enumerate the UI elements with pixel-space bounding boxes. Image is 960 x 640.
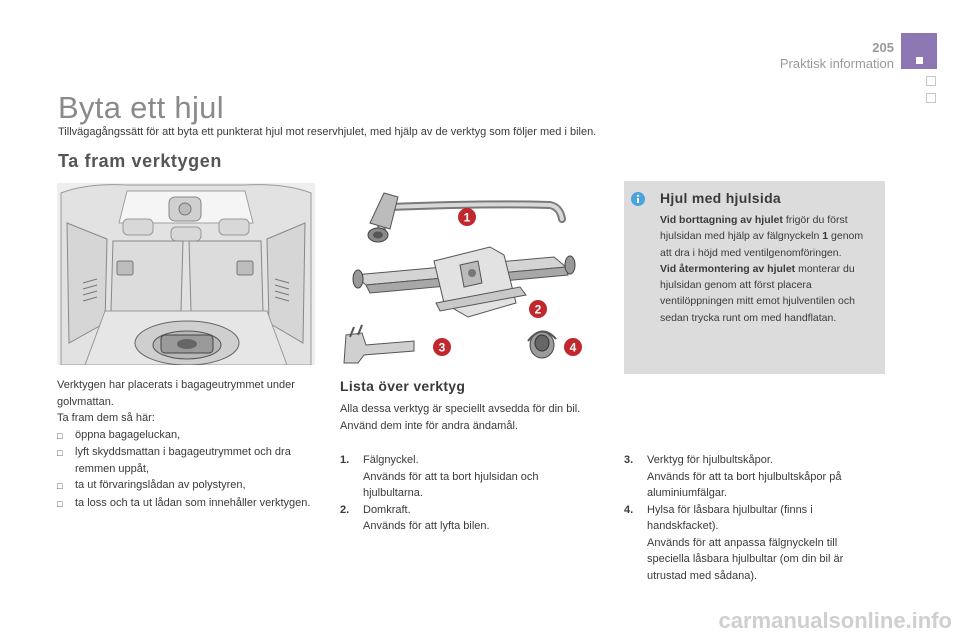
callout-label: 3 xyxy=(438,340,446,355)
item-desc: Används för att ta bort hjulsidan och hjulbultarna. xyxy=(363,470,539,499)
bullet-icon: □ xyxy=(57,448,63,458)
page-number: 205 xyxy=(872,40,894,55)
callout-label: 4 xyxy=(569,340,577,355)
list-item xyxy=(57,444,312,477)
bullet-icon: □ xyxy=(57,481,63,491)
list-item xyxy=(57,495,312,513)
mount-text: monterar du hjulsidan genom att först placera ventilöppningen mitt emot hjulventilen och sedan trycka runt om med handflatan. xyxy=(660,262,855,324)
trunk-illustration xyxy=(57,183,315,365)
item-number: 1. xyxy=(340,454,350,466)
tools-list xyxy=(624,452,882,584)
removal-callout-number: 1 xyxy=(822,230,829,243)
tools-intro: Alla dessa verktyg är speciellt avsedda för din bil. Använd dem inte för andra ändamål. xyxy=(340,403,581,432)
page-title: Byta ett hjul xyxy=(58,90,224,125)
item-name: Fälgnyckel. xyxy=(363,454,419,466)
removal-text-2: genom att dra i höjd med ventilgenomföringen. xyxy=(660,230,864,259)
item-number: 4. xyxy=(624,503,634,516)
callout-label: 2 xyxy=(534,302,542,317)
bullet-text: ta loss och ta ut lådan som innehåller verktygen. xyxy=(75,496,311,509)
chapter-box xyxy=(926,76,936,86)
callout-4-icon xyxy=(564,338,582,356)
item-name: Verktyg för hjulbultskåpor. xyxy=(647,454,773,466)
item-desc: Används för att anpassa fälgnyckeln till speciella låsbara hjulbultar (om din bil är utrustad med sådana). xyxy=(647,536,844,582)
list-item xyxy=(624,452,882,502)
list-item xyxy=(57,427,312,445)
tools-heading: Lista över verktyg xyxy=(340,378,466,394)
callout-3-icon xyxy=(433,338,451,356)
info-text xyxy=(660,212,876,326)
callout-1-icon xyxy=(458,208,476,226)
left-column xyxy=(57,377,312,512)
callout-2-icon xyxy=(529,300,547,318)
callout-label: 1 xyxy=(463,210,471,225)
tab-marker-icon xyxy=(916,57,923,64)
intro-text: Ta fram dem så här: xyxy=(57,412,155,424)
info-box xyxy=(624,181,885,374)
bullet-icon: □ xyxy=(57,498,63,509)
bullet-text: lyft skyddsmattan i bagageutrymmet och dra remmen uppåt, xyxy=(75,446,291,475)
list-item xyxy=(57,477,312,495)
section-heading: Ta fram verktygen xyxy=(58,151,222,171)
info-icon xyxy=(631,192,645,206)
bullet-icon: □ xyxy=(57,430,63,441)
page-subtitle: Tillvägagångssätt för att byta ett punkterat hjul mot reservhjulet, med hjälp av de verktyg som följer med i bilen. xyxy=(58,126,597,138)
removal-text-1: frigör du först hjulsidan med hjälp av fälgnyckeln xyxy=(660,214,848,243)
item-name: Domkraft. xyxy=(363,503,411,516)
item-desc: Används för att lyfta bilen. xyxy=(363,520,490,532)
item-number: 2. xyxy=(340,503,350,516)
footer-watermark: carmanualsonline.info xyxy=(718,608,952,633)
intro-text: Verktygen har placerats i bagageutrymmet under golvmattan. xyxy=(57,379,295,408)
chapter-tab[interactable] xyxy=(901,33,937,69)
bullet-text: ta ut förvaringslådan av polystyren, xyxy=(75,479,246,491)
list-item xyxy=(340,452,600,502)
tools-illustration xyxy=(340,183,602,365)
list-item xyxy=(624,502,882,585)
list-item xyxy=(340,502,600,535)
bullet-text: öppna bagageluckan, xyxy=(75,428,181,441)
item-name: Hylsa för låsbara hjulbultar (finns i handskfacket). xyxy=(647,503,813,532)
tools-list xyxy=(340,452,600,535)
chapter-box xyxy=(926,93,936,103)
mount-heading: Vid återmontering av hjulet xyxy=(660,262,796,275)
section-name: Praktisk information xyxy=(779,56,894,71)
item-number: 3. xyxy=(624,454,634,466)
item-desc: Används för att ta bort hjulbultskåpor på aluminiumfälgar. xyxy=(647,470,842,499)
removal-heading: Vid borttagning av hjulet xyxy=(660,214,783,226)
info-title: Hjul med hjulsida xyxy=(660,190,782,206)
